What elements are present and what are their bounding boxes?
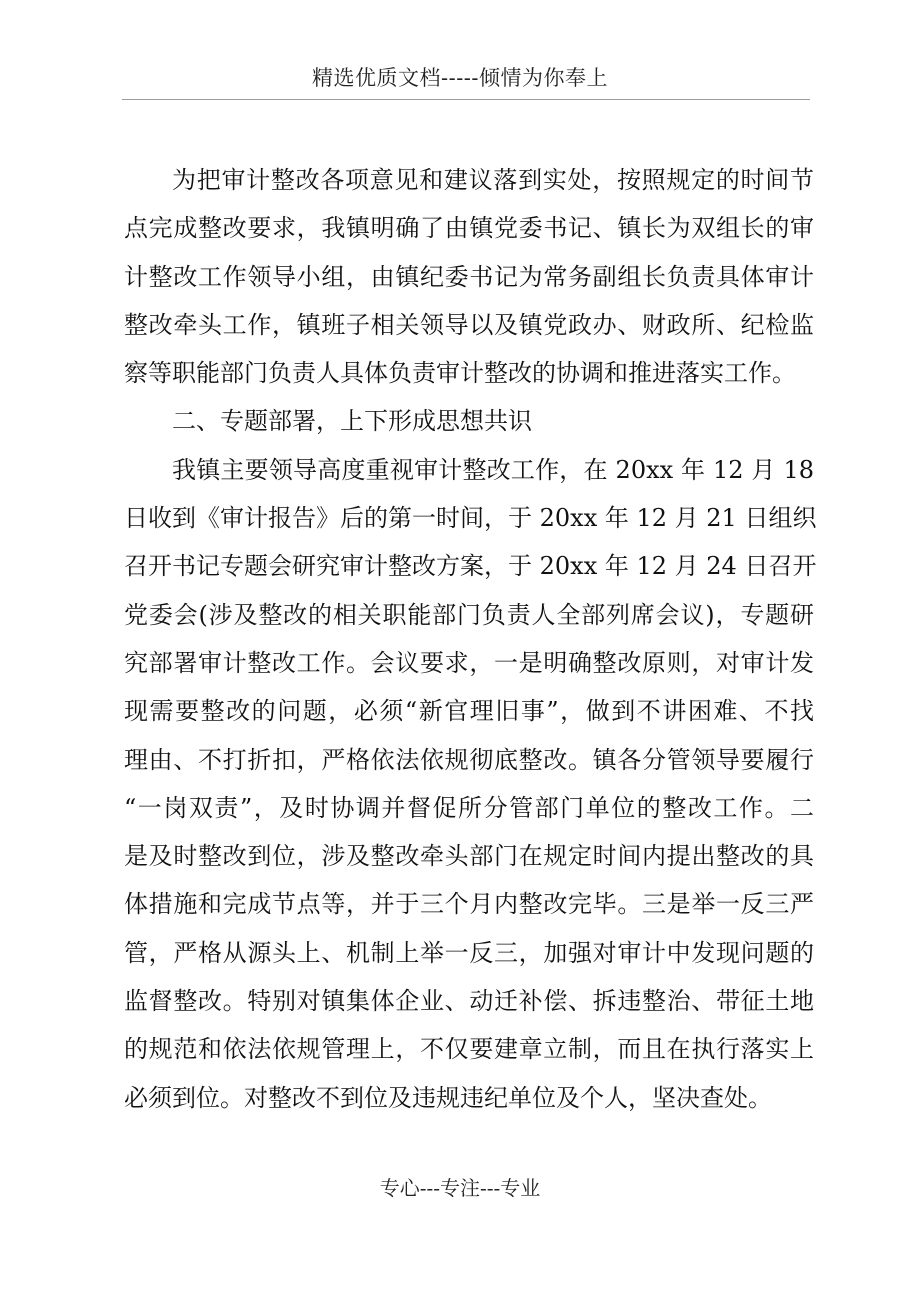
text-line: 党委会(涉及整改的相关职能部门负责人全部列席会议)，专题研 [124,600,814,629]
text-line: 监督整改。特别对镇集体企业、动迁补偿、拆违整治、带征土地 [124,987,814,1016]
text-line: 计整改工作领导小组，由镇纪委书记为常务副组长负责具体审计 [124,262,814,291]
text-line: 点完成整改要求，我镇明确了由镇党委书记、镇长为双组长的审 [124,214,814,243]
document-body [124,156,817,1122]
text-line: 理由、不打折扣，严格依法依规彻底整改。镇各分管领导要履行 [124,745,814,774]
section-heading: 二、专题部署，上下形成思想共识 [172,407,532,436]
text-line: 体措施和完成节点等，并于三个月内整改完毕。三是举一反三严 [124,890,814,919]
text-line: 为把审计整改各项意见和建议落到实处，按照规定的时间节 [172,166,814,194]
header-divider [122,99,810,100]
text-line: 管，严格从源头上、机制上举一反三，加强对审计中发现问题的 [124,938,814,967]
text-line: 日收到《审计报告》后的第一时间，于 20xx 年 12 月 21 日组织 [124,504,817,533]
page-footer: 专心---专注---专业 [379,1176,541,1200]
text-line: 的规范和依法依规管理上，不仅要建章立制，而且在执行落实上 [124,1035,814,1064]
text-line: 必须到位。对整改不到位及违规违纪单位及个人，坚决查处。 [124,1083,772,1112]
text-line: 是及时整改到位，涉及整改牵头部门在规定时间内提出整改的具 [124,842,814,871]
text-line: 整改牵头工作，镇班子相关领导以及镇党政办、财政所、纪检监 [124,310,814,339]
text-line: 察等职能部门负责人具体负责审计整改的协调和推进落实工作。 [124,359,796,388]
text-line: 我镇主要领导高度重视审计整改工作，在 20xx 年 12 月 18 [172,455,814,484]
text-line: 究部署审计整改工作。会议要求，一是明确整改原则，对审计发 [124,648,814,677]
text-line: 召开书记专题会研究审计整改方案，于 20xx 年 12 月 24 日召开 [124,552,817,581]
text-line: 现需要整改的问题，必须“新官理旧事”，做到不讲困难、不找 [124,697,814,726]
text-line: “一岗双责”，及时协调并督促所分管部门单位的整改工作。二 [124,793,814,822]
page-header: 精选优质文档-----倾情为你奉上 [312,66,608,90]
